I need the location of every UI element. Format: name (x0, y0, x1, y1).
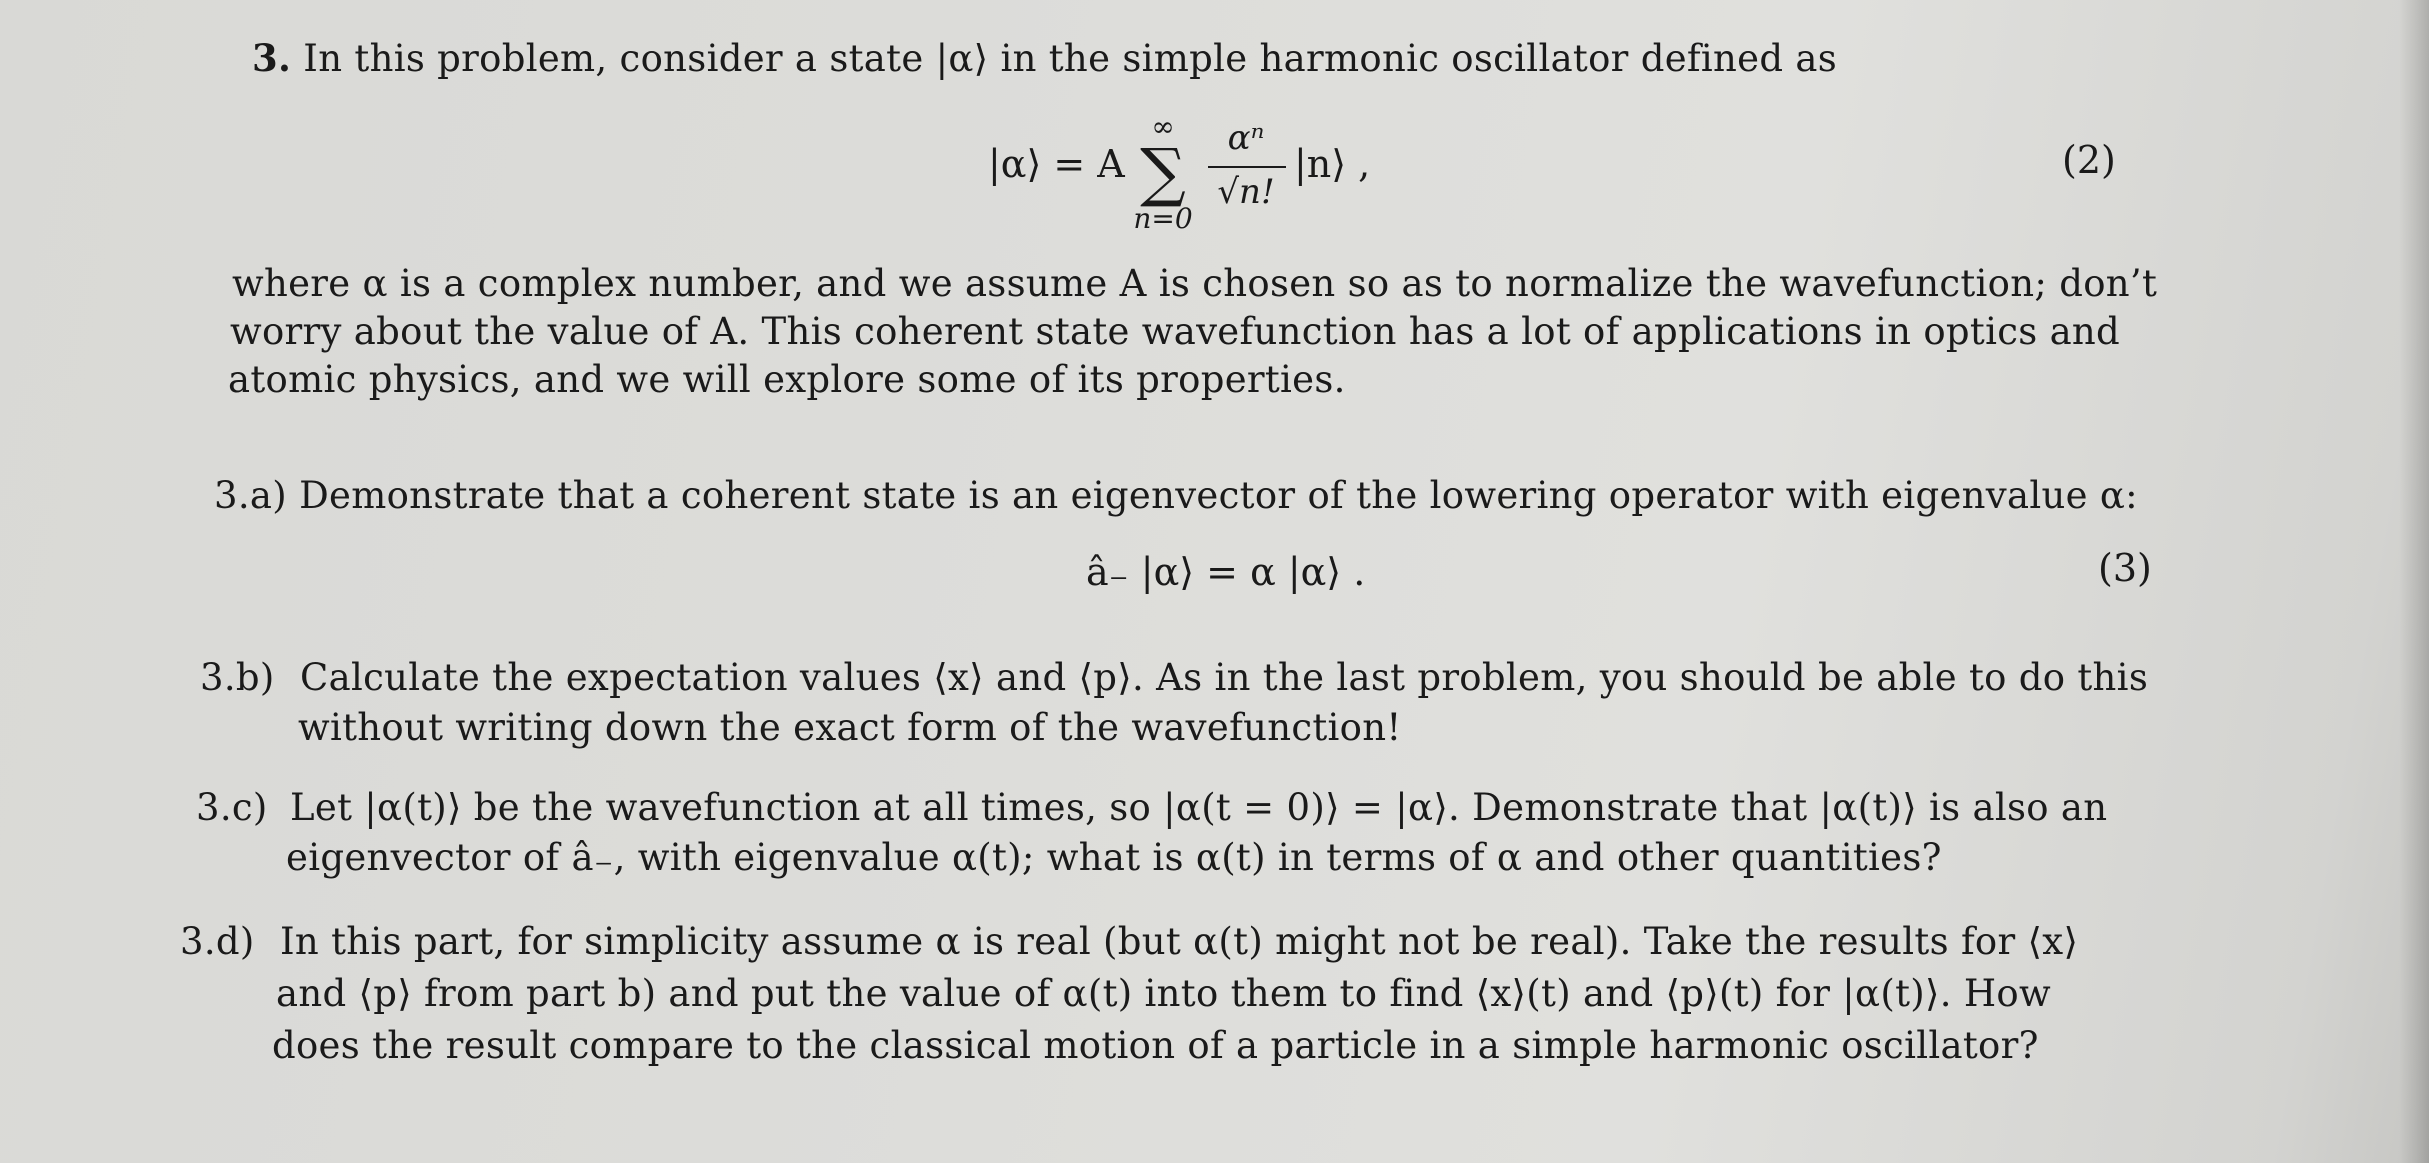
eq2-sum-upper-limit: ∞ (1151, 110, 1175, 143)
eq2-sum-lower-limit: n=0 (1133, 202, 1193, 235)
eq3-label: (3) (2098, 546, 2152, 590)
part-b-label: 3.b) (200, 656, 275, 699)
part-a-label: 3.a) (214, 474, 287, 517)
paragraph-line-3: atomic physics, and we will explore some of its properties. (228, 358, 1346, 401)
eq3-body: â₋ |α⟩ = α |α⟩ . (1086, 550, 1366, 594)
eq2-sum (1128, 112, 1198, 234)
problem-number: 3. (252, 36, 292, 80)
eq2-sum-symbol: ∑ (1140, 136, 1186, 210)
eq2-frac-numerator: αⁿ (1227, 118, 1265, 158)
part-d-line-3: does the result compare to the classical motion of a particle in a simple harmonic oscillator? (272, 1024, 2039, 1067)
paragraph-line-1: where α is a complex number, and we assume A is chosen so as to normalize the wavefunction; don’t (232, 262, 2158, 305)
eq2-lhs: |α⟩ = A (988, 142, 1125, 186)
part-a-line (214, 474, 2138, 517)
page-edge-shadow (2399, 0, 2429, 1163)
part-c-line-2: eigenvector of â₋, with eigenvalue α(t); what is α(t) in terms of α and other quantities? (286, 836, 1942, 879)
part-b-line-2: without writing down the exact form of the wavefunction! (298, 706, 1402, 749)
eq2-frac-denominator: √n! (1217, 172, 1275, 212)
eq2-frac-bar (1208, 166, 1286, 168)
part-d-line-1: In this part, for simplicity assume α is real (but α(t) might not be real). Take the results for ⟨x⟩ (280, 920, 2079, 963)
part-d-line-2: and ⟨p⟩ from part b) and put the value of α(t) into them to find ⟨x⟩(t) and ⟨p⟩(t) for |α(t)⟩. How (276, 972, 2051, 1015)
eq2-rhs: |n⟩ , (1294, 142, 1371, 186)
part-a-text: Demonstrate that a coherent state is an eigenvector of the lowering operator with eigenvalue α: (299, 474, 2138, 517)
problem-intro-line (252, 36, 1837, 80)
problem-intro-text: In this problem, consider a state |α⟩ in the simple harmonic oscillator defined as (303, 37, 1838, 80)
paragraph-line-2: worry about the value of A. This coherent state wavefunction has a lot of applications in optics and (230, 310, 2121, 353)
part-b-line-1: Calculate the expectation values ⟨x⟩ and ⟨p⟩. As in the last problem, you should be able to do this (300, 656, 2149, 699)
part-c-label: 3.c) (196, 786, 268, 829)
eq2-label: (2) (2062, 138, 2116, 182)
part-d-label: 3.d) (180, 920, 255, 963)
part-c-line-1: Let |α(t)⟩ be the wavefunction at all times, so |α(t = 0)⟩ = |α⟩. Demonstrate that |α(t)⟩ is also an (290, 786, 2108, 829)
